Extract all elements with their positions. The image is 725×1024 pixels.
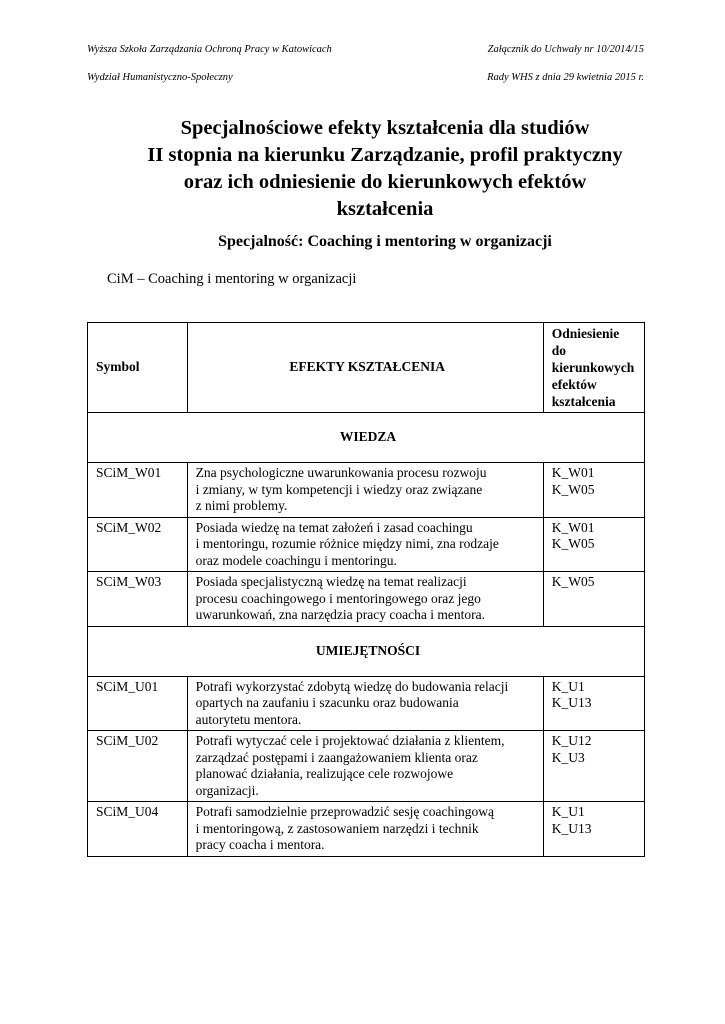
reference-code: K_U1 [551, 804, 585, 819]
symbol-cell: SCiM_W01 [88, 463, 188, 518]
title-line: oraz ich odniesienie do kierunkowych efektów [183, 171, 587, 193]
symbol-cell: SCiM_U04 [88, 802, 188, 857]
header-reference-line: kształcenia [551, 394, 616, 409]
abbreviation-note: CiM – Coaching i mentoring w organizacji [107, 271, 357, 287]
reference-code: K_W01 [551, 519, 595, 535]
effect-cell [187, 802, 543, 857]
effect-line: procesu coachingowego i mentoringowego oraz jego [195, 590, 481, 606]
table-row [88, 463, 645, 518]
effect-line: zarządzać postępami i zaangażowaniem klienta oraz [195, 749, 478, 765]
symbol-cell: SCiM_U01 [88, 676, 188, 731]
reference-code: K_U3 [551, 749, 585, 765]
reference-code: K_U13 [551, 695, 592, 710]
table-row [88, 731, 645, 802]
title-line: II stopnia na kierunku Zarządzanie, profil praktyczny [147, 144, 623, 166]
reference-cell [543, 731, 644, 802]
effect-line: Zna psychologiczne uwarunkowania procesu rozwoju [195, 465, 487, 480]
section-row-knowledge [88, 413, 645, 463]
effect-line: i mentoringową, z zastosowaniem narzędzi i technik [195, 820, 479, 836]
document-title [80, 115, 690, 223]
effect-cell [187, 463, 543, 518]
header-symbol: Symbol [88, 323, 188, 413]
section-title: WIEDZA [88, 413, 645, 463]
header-reference-line: kierunkowych [551, 360, 635, 375]
reference-code: K_U12 [551, 733, 592, 748]
specialty-subtitle: Specjalność: Coaching i mentoring w organizacji [218, 233, 552, 250]
header-faculty: Wydział Humanistyczno-Społeczny [87, 72, 233, 83]
header-reference [543, 323, 644, 413]
table-row [88, 676, 645, 731]
effect-line: planować działania, realizujące cele rozwojowe [195, 766, 454, 781]
symbol-cell: SCiM_W03 [88, 572, 188, 627]
reference-cell [543, 802, 644, 857]
section-row-skills [88, 626, 645, 676]
effect-line: pracy coacha i mentora. [195, 837, 325, 852]
effect-cell [187, 731, 543, 802]
section-title: UMIEJĘTNOŚCI [88, 626, 645, 676]
header-reference-line: do [551, 343, 566, 358]
reference-code: K_U1 [551, 678, 585, 694]
table-row [88, 572, 645, 627]
reference-cell [543, 572, 644, 627]
reference-code: K_U13 [551, 820, 592, 836]
effect-line: Posiada specjalistyczną wiedzę na temat realizacji [195, 574, 467, 589]
symbol-cell: SCiM_U02 [88, 731, 188, 802]
header-reference-line: Odniesienie [551, 326, 620, 341]
effect-line: opartych na zaufaniu i szacunku oraz budowania [195, 695, 459, 710]
header-attachment: Załącznik do Uchwały nr 10/2014/15 [487, 44, 644, 55]
table-row [88, 802, 645, 857]
effect-line: z nimi problemy. [195, 498, 288, 513]
title-line: Specjalnościowe efekty kształcenia dla studiów [180, 117, 590, 139]
effect-cell [187, 517, 543, 572]
header-effects: EFEKTY KSZTAŁCENIA [187, 323, 543, 413]
effect-line: oraz modele coachingu i mentoringu. [195, 552, 397, 568]
header-school: Wyższa Szkoła Zarządzania Ochroną Pracy w Katowicach [87, 44, 332, 55]
reference-code: K_W01 [551, 465, 595, 480]
effect-line: autorytetu mentora. [195, 711, 302, 727]
learning-outcomes-table [87, 322, 645, 857]
effect-line: uwarunkowań, zna narzędzia pracy coacha i mentora. [195, 607, 485, 622]
table-header-row [88, 323, 645, 413]
effect-line: Posiada wiedzę na temat założeń i zasad coachingu [195, 519, 473, 535]
effect-line: i mentoringu, rozumie różnice między nimi, zna rodzaje [195, 536, 499, 551]
reference-cell [543, 676, 644, 731]
header-council: Rady WHS z dnia 29 kwietnia 2015 r. [487, 72, 644, 83]
reference-code: K_W05 [551, 536, 595, 551]
reference-cell [543, 463, 644, 518]
effect-line: Potrafi wykorzystać zdobytą wiedzę do budowania relacji [195, 678, 509, 694]
title-line: kształcenia [336, 198, 434, 220]
effect-line: Potrafi wytyczać cele i projektować działania z klientem, [195, 733, 505, 748]
symbol-cell: SCiM_W02 [88, 517, 188, 572]
effect-line: Potrafi samodzielnie przeprowadzić sesję coachingową [195, 804, 495, 819]
effect-cell [187, 676, 543, 731]
reference-code: K_W05 [551, 481, 595, 497]
reference-code: K_W05 [551, 574, 595, 589]
effect-cell [187, 572, 543, 627]
effect-line: organizacji. [195, 782, 259, 798]
table-row [88, 517, 645, 572]
header-reference-line: efektów [551, 377, 597, 392]
reference-cell [543, 517, 644, 572]
effect-line: i zmiany, w tym kompetencji i wiedzy oraz związane [195, 481, 483, 497]
